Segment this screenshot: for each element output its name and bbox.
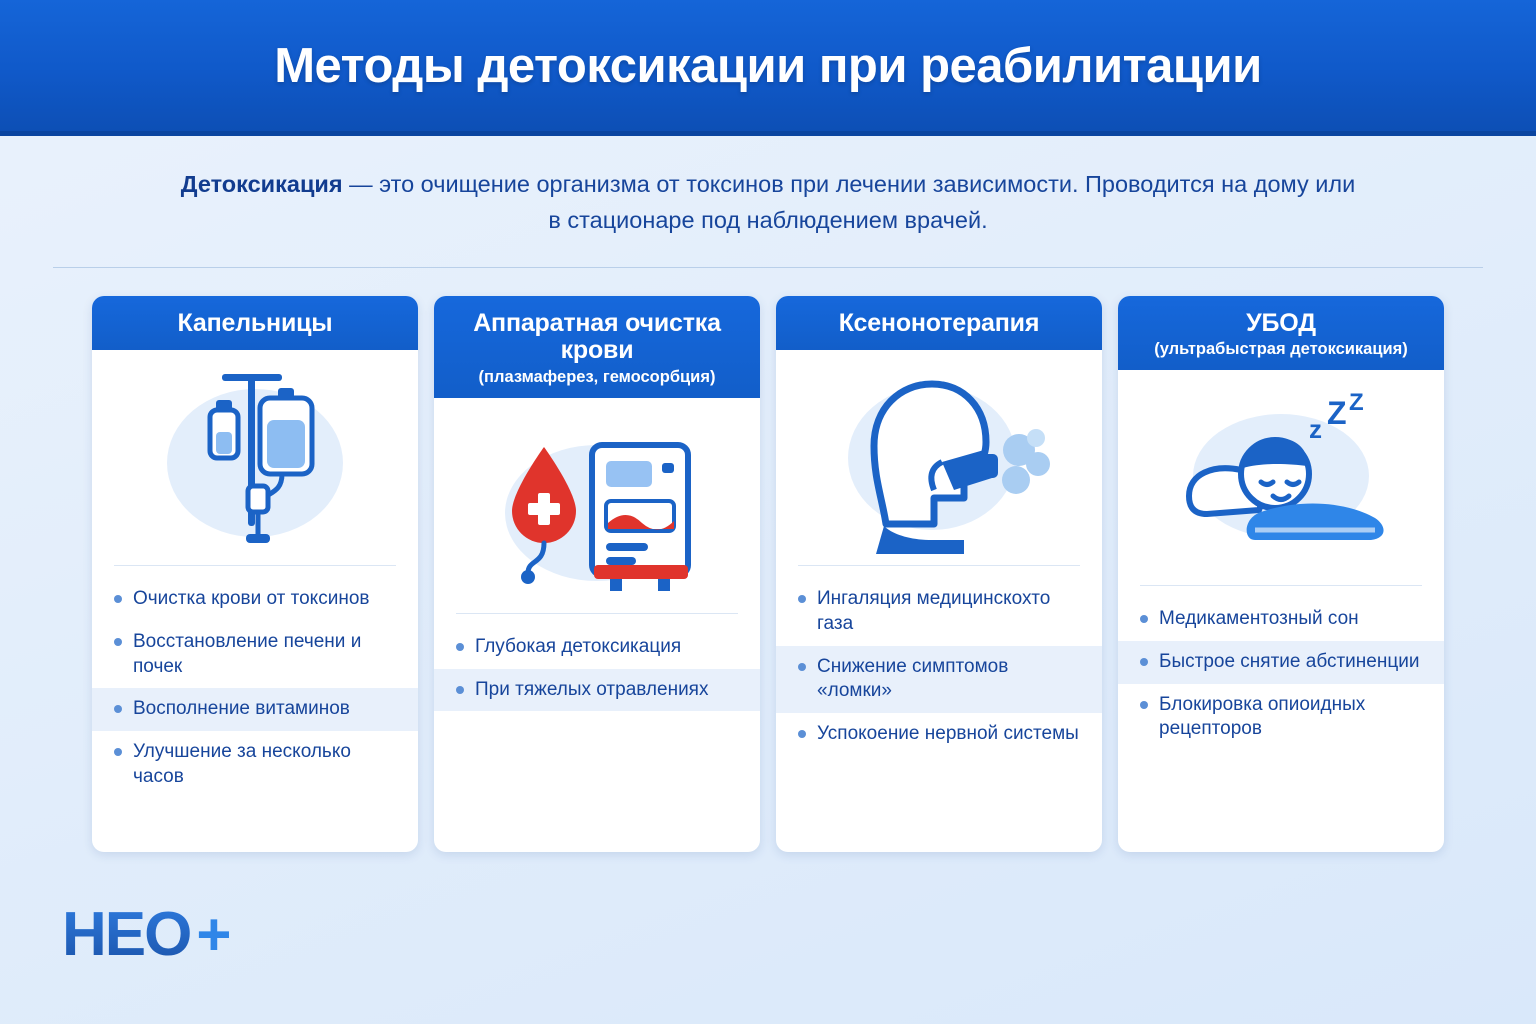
bullet-text: При тяжелых отравлениях [475,678,709,700]
list-item [434,626,760,669]
card-title: Капельницы [177,308,333,337]
page-header [0,0,1536,136]
bullet-text: Медикаментозный сон [1159,608,1359,630]
card-bullets [92,566,418,852]
bullet-dot-icon [114,638,122,646]
card-apparatnaya-ochistka [434,296,760,852]
blood-machine-icon [434,398,760,613]
bullet-dot-icon [114,748,122,756]
card-header-ubod [1118,296,1444,370]
bullet-dot-icon [1140,658,1148,666]
bullet-text: Успокоение нервной системы [817,723,1079,745]
card-ksenonoterapiya [776,296,1102,852]
card-subtitle: (ультрабыстрая детоксикация) [1154,340,1408,359]
svg-text:Z: Z [1327,394,1347,431]
bullet-text: Блокировка опиоидных рецепторов [1159,693,1366,740]
bullet-dot-icon [456,686,464,694]
list-item [1118,684,1444,751]
bullet-text: Улучшение за несколько часов [133,741,351,787]
card-subtitle: (плазмаферез, гемосорбция) [478,367,716,386]
bullet-dot-icon [456,643,464,651]
intro-text [173,166,1363,239]
intro-lead: Детоксикация [180,171,343,197]
page-title: Методы детоксикации при реабилитации [274,38,1262,93]
bullet-dot-icon [798,663,806,671]
bullet-text: Ингаляция медицинскохто газа [817,588,1051,635]
card-header-kapelnitsy [92,296,418,351]
intro-rest: — это очищение организма от токсинов при лечении зависимости. Проводится на дому или в стационаре под наблюдением врачей. [342,171,1356,234]
bullet-dot-icon [1140,701,1148,709]
svg-text:z: z [1309,413,1322,444]
sleeping-patient-icon [1118,370,1444,585]
bullet-dot-icon [1140,615,1148,623]
bullet-text: Быстрое снятие абстиненции [1159,651,1420,672]
list-item [776,713,1102,756]
bullet-dot-icon [114,595,122,603]
list-item [92,578,418,621]
card-title: УБОД [1246,308,1316,337]
card-bullets [434,614,760,852]
logo-plus-icon: + [196,900,232,968]
bullet-text: Очистка крови от токсинов [133,588,370,610]
card-bullets [1118,586,1444,852]
card-header-apparatnaya [434,296,760,398]
list-item [92,688,418,731]
bullet-text: Восполнение витаминов [133,698,350,720]
card-kapelnitsy [92,296,418,852]
bullet-text: Глубокая детоксикация [475,635,682,657]
list-item [92,621,418,688]
card-bullets [776,566,1102,852]
card-title: Аппаратная очистка крови [473,308,721,365]
logo-text: HEO [62,900,191,969]
list-item [776,578,1102,645]
method-cards [0,268,1536,852]
list-item [776,646,1102,713]
list-item [1118,598,1444,641]
card-header-ksenon [776,296,1102,351]
bullet-dot-icon [798,730,806,738]
bullet-dot-icon [114,705,122,713]
list-item [1118,641,1444,684]
iv-drip-icon [92,350,418,565]
svg-text:Z: Z [1349,388,1364,416]
bullet-text: Восстановление печени и почек [133,631,362,677]
inhalation-mask-icon [776,350,1102,565]
card-title: Ксенонотерапия [838,308,1040,337]
list-item [434,669,760,712]
brand-logo [62,899,231,970]
bullet-text: Снижение симптомов «ломки» [817,655,1009,702]
bullet-dot-icon [798,595,806,603]
list-item [92,731,418,798]
card-ubod [1118,296,1444,852]
